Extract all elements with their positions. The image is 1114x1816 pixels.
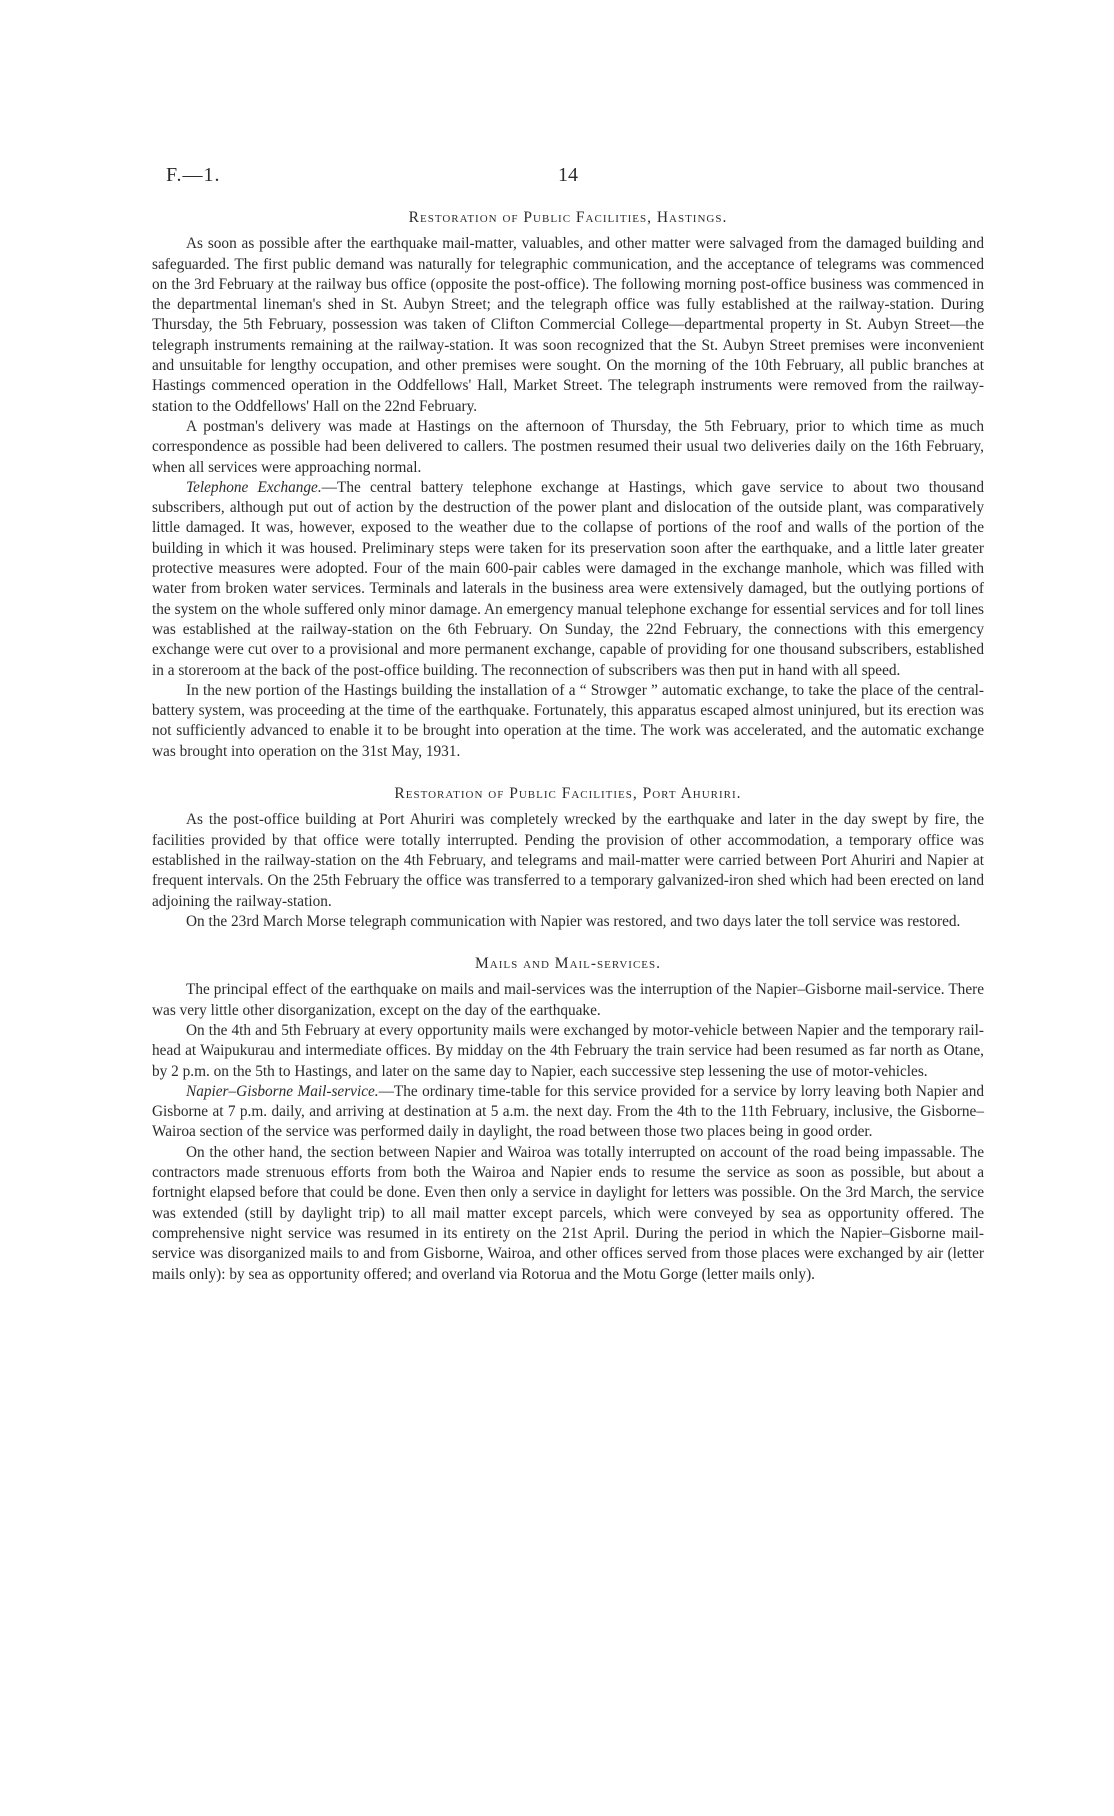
paragraph — [152, 1021, 984, 1082]
paragraph-text: As soon as possible after the earthquake mail-matter, valuables, and other matter were salvaged from the damaged building and safeguarded. The first public demand was naturally for telegraphic communication, and the acceptance of telegrams was commenced on the 3rd February at the railway bus office (opposite the post-office). The following morning post-office business was commenced in the departmental lineman's shed in St. Aubyn Street; and the telegraph office was fully established at the railway-station. During Thursday, the 5th February, possession was taken of Clifton Commercial College—departmental property in St. Aubyn Street—the telegraph instruments remaining at the railway-station. It was soon recognized that the St. Aubyn Street premises were inconvenient and unsuitable for lengthy occupation, and other premises were sought. On the morning of the 10th February, all public branches at Hastings commenced operation in the Oddfellows' Hall, Market Street. The telegraph instruments were removed from the railway-station to the Oddfellows' Hall on the 22nd February. — [152, 235, 984, 415]
paragraph — [152, 912, 984, 932]
paragraph — [152, 417, 984, 478]
paragraph — [152, 681, 984, 762]
paragraph-text: On the 4th and 5th February at every opportunity mails were exchanged by motor-vehicle between Napier and the temporary rail-head at Waipukurau and intermediate offices. By midday on the 4th February the train service had been resumed as far north as Otane, by 2 p.m. on the 5th to Hastings, and later on the same day to Napier, each successive step lessening the use of motor-vehicles. — [152, 1021, 984, 1080]
paragraph-text: —The central battery telephone exchange at Hastings, which gave service to about two thousand subscribers, although put out of action by the destruction of the power plant and dislocation of the outside plant, was comparatively little damaged. It was, however, exposed to the weather due to the collapse of portions of the roof and walls of the portion of the building in which it was housed. Preliminary steps were taken for its preservation soon after the earthquake, and a little later greater protective measures were adopted. Four of the main 600-pair cables were damaged in the exchange manhole, which was filled with water from broken water services. Terminals and laterals in the business area were extensively damaged, but the outlying portions of the system on the whole suffered only minor damage. An emergency manual telephone exchange for essential services and for toll lines was established at the railway-station on the 6th February. On Sunday, the 22nd February, the connections with this emergency exchange were cut over to a provisional and more permanent exchange, capable of providing for one thousand subscribers, established in a storeroom at the back of the post-office building. The reconnection of subscribers was then put in hand with all speed. — [152, 478, 984, 679]
paragraph — [152, 478, 984, 681]
section-hastings — [152, 208, 984, 762]
paragraph-text: A postman's delivery was made at Hastings on the afternoon of Thursday, the 5th February, prior to which time as much correspondence as possible had been delivered to callers. The postmen resumed their usual two deliveries daily on the 16th February, when all services were approaching normal. — [152, 417, 984, 476]
document-body — [152, 208, 984, 1307]
paragraph — [152, 810, 984, 911]
paragraph — [152, 234, 984, 417]
section-heading: Restoration of Public Facilities, Port Ahuriri. — [394, 785, 742, 803]
paragraph-text: On the 23rd March Morse telegraph communication with Napier was restored, and two days later the toll service was restored. — [186, 912, 961, 930]
section-mails — [152, 954, 984, 1285]
paragraph — [152, 980, 984, 1021]
paragraph — [152, 1143, 984, 1285]
paragraph-text: In the new portion of the Hastings building the installation of a “ Strowger ” automatic exchange, to take the place of the central-battery system, was proceeding at the time of the earthquake. Fortunately, this apparatus escaped almost uninjured, but its erection was not sufficiently advanced to enable it to be brought into operation at the time. The work was accelerated, and the automatic exchange was brought into operation on the 31st May, 1931. — [152, 681, 984, 760]
section-heading: Restoration of Public Facilities, Hastings. — [408, 209, 728, 226]
paragraph-text: As the post-office building at Port Ahuriri was completely wrecked by the earthquake and later in the day swept by fire, the facilities provided by that office were totally interrupted. Pending the provision of other accommodation, a temporary office was established in the railway-station on the 4th February, and telegrams and mail-matter were carried between Port Ahuriri and Napier at frequent intervals. On the 25th February the office was transferred to a temporary galvanized-iron shed which had been erected on land adjoining the railway-station. — [152, 811, 984, 910]
paragraph — [152, 1082, 984, 1143]
paragraph-text: On the other hand, the section between Napier and Wairoa was totally interrupted on account of the road being impassable. The contractors made strenuous efforts from both the Wairoa and Napier ends to resume the service as soon as possible, but about a fortnight elapsed before that could be done. Even then only a service in daylight for letters was possible. On the 3rd March, the service was extended (still by daylight trip) to all mail matter except parcels, which were conveyed by sea as opportunity offered. The comprehensive night service was resumed in its entirety on the 21st April. During the period in which the Napier–Gisborne mail-service was disorganized mails to and from Gisborne, Wairoa, and other offices served from those places were exchanged by air (letter mails only): by sea as opportunity offered; and overland via Rotorua and the Motu Gorge (letter mails only). — [152, 1143, 984, 1283]
paragraph-lead: Napier–Gisborne Mail-service. — [186, 1082, 379, 1100]
section-heading: Mails and Mail-services. — [474, 955, 662, 973]
document-reference: F.—1. — [166, 164, 221, 186]
section-port-ahuriri — [152, 784, 984, 932]
paragraph-text: The principal effect of the earthquake on mails and mail-services was the interruption of the Napier–Gisborne mail-service. There was very little other disorganization, except on the day of the earthquake. — [152, 981, 984, 1019]
paragraph-text: —The ordinary time-table for this service provided for a service by lorry leaving both Napier and Gisborne at 7 p.m. daily, and arriving at destination at 5 a.m. the next day. From the 4th to the 11th February, inclusive, the Gisborne–Wairoa section of the service was performed daily in daylight, the road between those two places being in good order. — [152, 1082, 985, 1141]
paragraph-lead: Telephone Exchange. — [186, 478, 322, 496]
page-number: 14 — [558, 164, 578, 186]
